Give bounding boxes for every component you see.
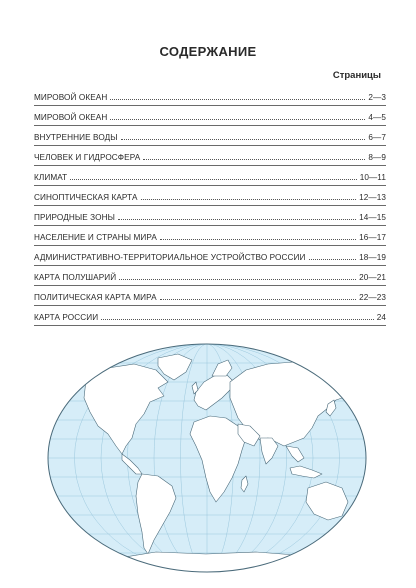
toc-label: КАРТА РОССИИ: [34, 313, 99, 322]
toc-pages: 4—5: [368, 113, 386, 122]
new-zealand: [351, 516, 358, 532]
toc-row[interactable]: [34, 306, 386, 326]
dot-leader: [118, 219, 356, 220]
toc-row[interactable]: [34, 126, 386, 146]
dot-leader: [160, 299, 356, 300]
toc-pages: 2—3: [368, 93, 386, 102]
pages-column-header: Страницы: [332, 70, 381, 81]
toc-label: КЛИМАТ: [34, 173, 68, 182]
dot-leader: [101, 319, 373, 320]
toc-label: КАРТА ПОЛУШАРИЙ: [34, 273, 117, 282]
world-map-icon: [46, 342, 368, 574]
toc-pages: 8—9: [368, 153, 386, 162]
toc-row[interactable]: [34, 206, 386, 226]
dot-leader: [309, 259, 357, 260]
toc-pages: 24: [376, 313, 386, 322]
toc-label: СИНОПТИЧЕСКАЯ КАРТА: [34, 193, 138, 202]
page-title: СОДЕРЖАНИЕ: [159, 44, 257, 59]
toc-label: МИРОВОЙ ОКЕАН: [34, 113, 108, 122]
toc-row[interactable]: [34, 226, 386, 246]
toc-pages: 10—11: [359, 173, 386, 182]
toc-row[interactable]: [34, 146, 386, 166]
toc-pages: 20—21: [359, 273, 386, 282]
toc-label: ПОЛИТИЧЕСКАЯ КАРТА МИРА: [34, 293, 157, 302]
toc-pages: 22—23: [359, 293, 386, 302]
dot-leader: [110, 119, 365, 120]
dot-leader: [110, 99, 365, 100]
toc-label: АДМИНИСТРАТИВНО-ТЕРРИТОРИАЛЬНОЕ УСТРОЙСТВО РОССИИ: [34, 253, 306, 262]
toc-pages: 6—7: [368, 133, 386, 142]
toc-label: МИРОВОЙ ОКЕАН: [34, 93, 108, 102]
toc-row[interactable]: [34, 186, 386, 206]
toc-row[interactable]: [34, 266, 386, 286]
dot-leader: [141, 199, 357, 200]
world-map: [46, 342, 368, 574]
toc-row[interactable]: [34, 166, 386, 186]
toc-label: ВНУТРЕННИЕ ВОДЫ: [34, 133, 118, 142]
toc-pages: 18—19: [359, 253, 386, 262]
dot-leader: [143, 159, 365, 160]
table-of-contents: [34, 86, 386, 326]
toc-label: НАСЕЛЕНИЕ И СТРАНЫ МИРА: [34, 233, 157, 242]
antarctica: [66, 552, 356, 574]
toc-pages: 14—15: [359, 213, 386, 222]
toc-row[interactable]: [34, 106, 386, 126]
toc-row[interactable]: [34, 86, 386, 106]
toc-row[interactable]: [34, 246, 386, 266]
dot-leader: [160, 239, 356, 240]
toc-row[interactable]: [34, 286, 386, 306]
dot-leader: [121, 139, 366, 140]
dot-leader: [119, 279, 356, 280]
toc-label: ЧЕЛОВЕК И ГИДРОСФЕРА: [34, 153, 141, 162]
toc-pages: 16—17: [359, 233, 386, 242]
toc-pages: 12—13: [359, 193, 386, 202]
toc-label: ПРИРОДНЫЕ ЗОНЫ: [34, 213, 115, 222]
dot-leader: [70, 179, 356, 180]
